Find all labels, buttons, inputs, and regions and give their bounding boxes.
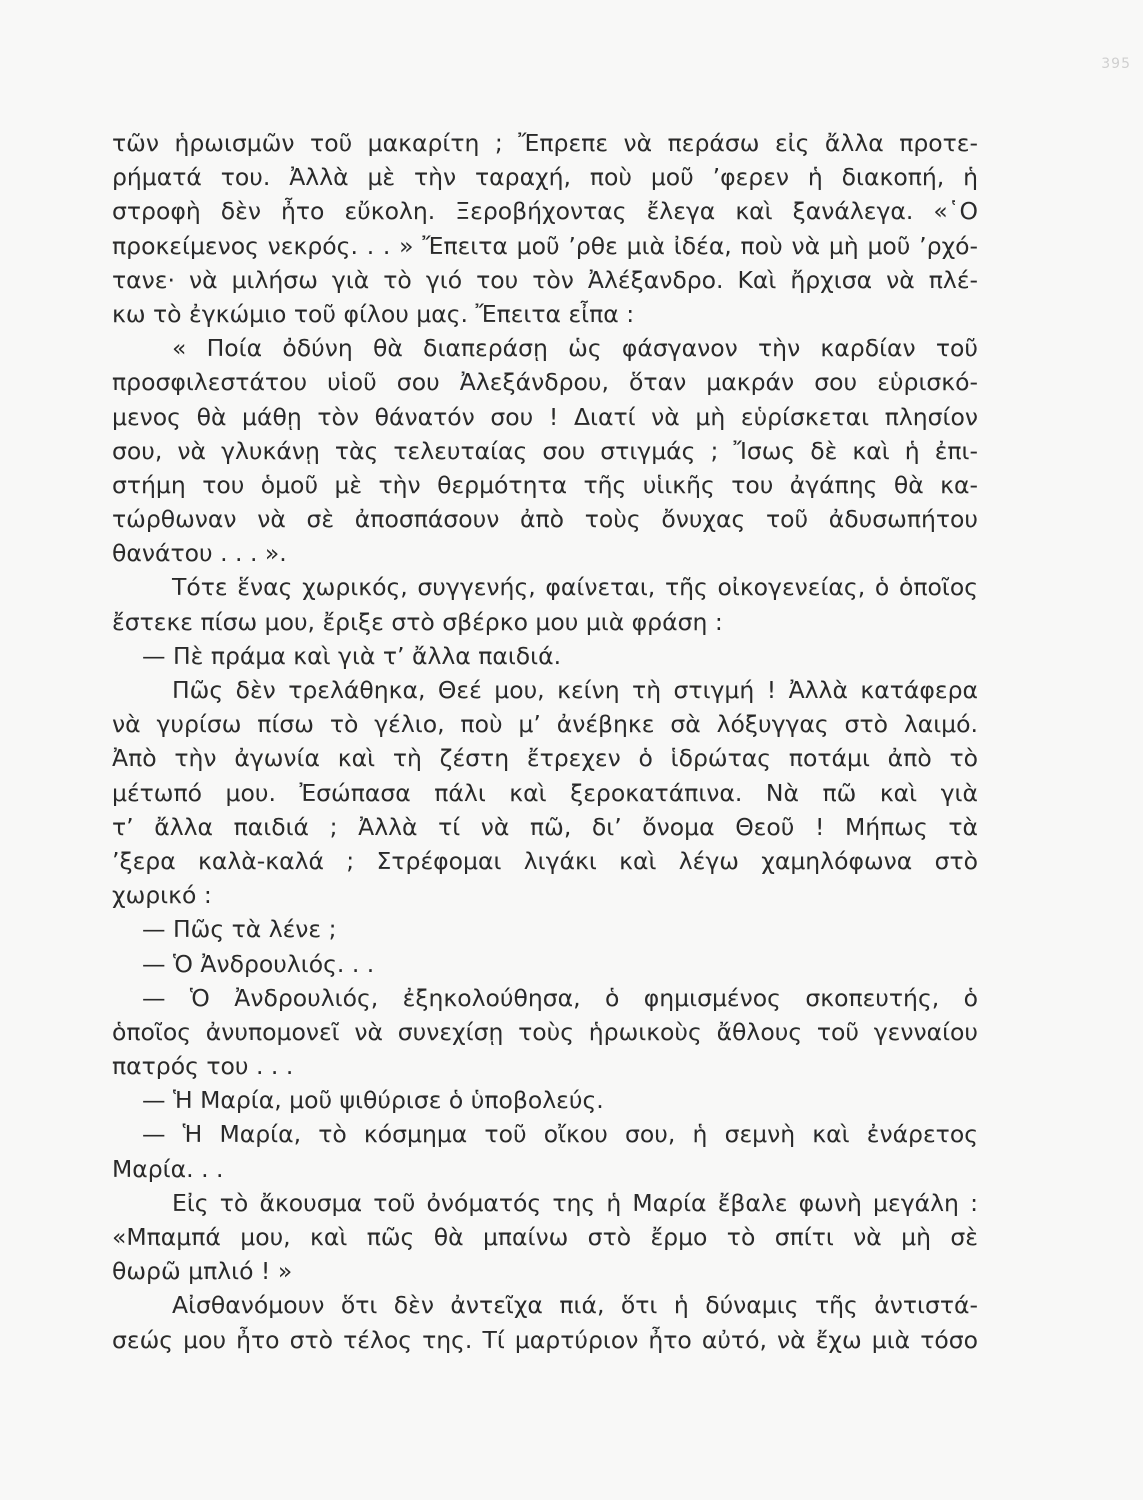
text-line: — Ἡ Μαρία, τὸ κόσμημα τοῦ οἴκου σου, ἡ σεμνὴ καὶ ἐνάρετος — [142, 1120, 978, 1149]
text-line: « Ποία ὀδύνη θὰ διαπεράσῃ ὡς φάσγανον τὴν καρδίαν τοῦ — [172, 334, 978, 363]
text-line: μενος θὰ μάθῃ τὸν θάνατόν σου ! Διατί νὰ μὴ εὑρίσκεται πλησίον — [112, 402, 978, 431]
text-line: στήμη του ὁμοῦ μὲ τὴν θερμότητα τῆς υἱικῆς του ἀγάπης θὰ κα- — [112, 470, 978, 499]
text-line: τῶν ἡρωισμῶν τοῦ μακαρίτη ; Ἔπρεπε νὰ περάσω εἰς ἄλλα προτε- — [112, 129, 978, 157]
text-line: ὁποῖος ἀνυπομονεῖ νὰ συνεχίσῃ τοὺς ἡρωικοὺς ἄθλους τοῦ γενναίου — [112, 1017, 978, 1046]
text-line: Μαρία. . . — [112, 1154, 224, 1183]
text-line: πατρός του . . . — [112, 1052, 294, 1081]
text-line: Τότε ἕνας χωρικός, συγγενής, φαίνεται, τῆς οἰκογενείας, ὁ ὁποῖος — [172, 573, 978, 602]
text-line: — Ἡ Μαρία, μοῦ ψιθύρισε ὁ ὑποβολεύς. — [142, 1086, 604, 1115]
text-line: προσφιλεστάτου υἱοῦ σου Ἀλεξάνδρου, ὅταν μακράν σου εὑρισκό- — [112, 368, 978, 397]
text-line: προκείμενος νεκρός. . . » Ἔπειτα μοῦ ’ρθε μιὰ ἰδέα, ποὺ νὰ μὴ μοῦ ’ρχό- — [112, 231, 978, 260]
text-line: Εἰς τὸ ἄκουσμα τοῦ ὀνόματός της ἡ Μαρία ἔβαλε φωνὴ μεγάλη : — [172, 1188, 978, 1217]
text-line: νὰ γυρίσω πίσω τὸ γέλιο, ποὺ μ’ ἀνέβηκε σὰ λόξυγγας στὸ λαιμό. — [112, 710, 978, 739]
text-line: θανάτου . . . ». — [112, 539, 287, 568]
text-line: — Πὲ πράμα καὶ γιὰ τ’ ἄλλα παιδιά. — [142, 641, 562, 670]
text-line: ρήματά του. Ἀλλὰ μὲ τὴν ταραχή, ποὺ μοῦ ’φερεν ἡ διακοπή, ἡ — [112, 163, 978, 192]
text-line: — Πῶς τὰ λένε ; — [142, 915, 337, 944]
page-number: 395 — [1101, 56, 1131, 72]
text-line: θωρῶ μπλιό ! » — [112, 1257, 293, 1286]
text-line: — Ὁ Ἀνδρουλιός. . . — [142, 949, 375, 978]
text-line: ἔστεκε πίσω μου, ἔριξε στὸ σβέρκο μου μιὰ φράση : — [112, 607, 723, 636]
text-line: σεώς μου ἦτο στὸ τέλος της. Τί μαρτύριον ἦτο αὐτό, νὰ ἔχω μιὰ τόσο — [112, 1325, 978, 1354]
text-line: μέτωπό μου. Ἐσώπασα πάλι καὶ ξεροκατάπινα. Νὰ πῶ καὶ γιὰ — [112, 778, 978, 807]
text-line: κω τὸ ἐγκώμιο τοῦ φίλου μας. Ἔπειτα εἶπα : — [112, 299, 635, 328]
text-line: ’ξερα καλὰ-καλά ; Στρέφομαι λιγάκι καὶ λέγω χαμηλόφωνα στὸ — [112, 846, 978, 875]
text-line: τώρθωναν νὰ σὲ ἀποσπάσουν ἀπὸ τοὺς ὄνυχας τοῦ ἀδυσωπήτου — [112, 505, 978, 534]
text-line: τ’ ἄλλα παιδιά ; Ἀλλὰ τί νὰ πῶ, δι’ ὄνομα Θεοῦ ! Μήπως τὰ — [112, 812, 978, 841]
text-line: σου, νὰ γλυκάνῃ τὰς τελευταίας σου στιγμάς ; Ἴσως δὲ καὶ ἡ ἐπι- — [112, 436, 978, 465]
text-line: Πῶς δὲν τρελάθηκα, Θεέ μου, κείνη τὴ στιγμή ! Ἀλλὰ κατάφερα — [172, 676, 978, 704]
text-line: Ἀπὸ τὴν ἀγωνία καὶ τὴ ζέστη ἔτρεχεν ὁ ἱδρώτας ποτάμι ἀπὸ τὸ — [112, 744, 978, 773]
text-line: «Μπαμπά μου, καὶ πῶς θὰ μπαίνω στὸ ἔρμο τὸ σπίτι νὰ μὴ σὲ — [112, 1223, 978, 1251]
text-line: χωρικό : — [112, 881, 212, 910]
text-line: — Ὁ Ἀνδρουλιός, ἐξηκολούθησα, ὁ φημισμένος σκοπευτής, ὁ — [142, 983, 978, 1012]
text-line: Αἰσθανόμουν ὅτι δὲν ἀντεῖχα πιά, ὅτι ἡ δύναμις τῆς ἀντιστά- — [172, 1291, 978, 1320]
body-text — [112, 126, 978, 1357]
text-line: στροφὴ δὲν ἦτο εὔκολη. Ξεροβήχοντας ἔλεγα καὶ ξανάλεγα. «῾Ο — [112, 197, 978, 226]
text-line: τανε· νὰ μιλήσω γιὰ τὸ γιό του τὸν Ἀλέξανδρο. Καὶ ἤρχισα νὰ πλέ- — [112, 265, 978, 294]
